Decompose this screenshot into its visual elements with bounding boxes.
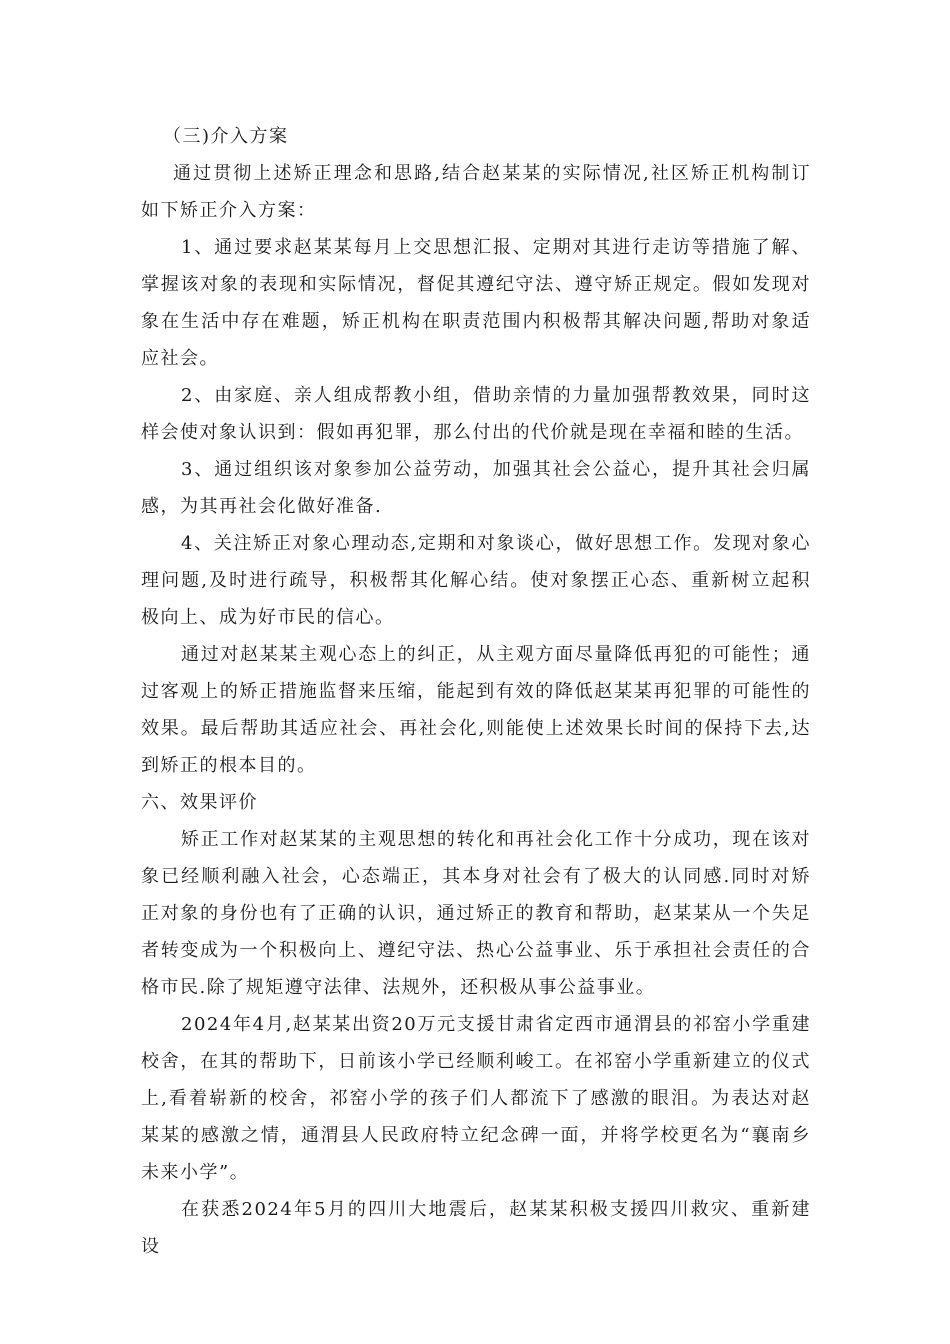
paragraph-evaluation-1: 矫正工作对赵某某的主观思想的转化和再社会化工作十分成功，现在该对象已经顺利融入社会，心态端正，其本身对社会有了极大的认同感.同时对矫正对象的身份也有了正确的认识，通过矫正的教育和帮助，赵某某从一个失足者转变成为一个积极向上、遵纪守法、热心公益事业、乐于承担社会责任的合格市民.除了规矩遵守法律、法规外，还积极从事公益事业。	[141, 829, 811, 998]
list-item-3: 3、通过组织该对象参加公益劳动，加强其社会公益心，提升其社会归属感，为其再社会化做好准备.	[141, 459, 811, 517]
section-heading-intervention: （三)介入方案	[163, 126, 289, 147]
paragraph-summary: 通过对赵某某主观心态上的纠正，从主观方面尽量降低再犯的可能性；通过客观上的矫正措施监督来压缩，能起到有效的降低赵某某再犯罪的可能性的效果。最后帮助其适应社会、再社会化,则能使上述效果长时间的保持下去,达到矫正的根本目的。	[141, 644, 811, 776]
document-body	[141, 118, 811, 1265]
paragraph-evaluation-2: 2024年4月,赵某某出资20万元支援甘肃省定西市通渭县的祁窑小学重建校舍，在其的帮助下，日前该小学已经顺利峻工。在祁窑小学重新建立的仪式上,看着崭新的校舍，祁窑小学的孩子们人都流下了感激的眼泪。为表达对赵某某的感激之情，通渭县人民政府特立纪念碑一面，并将学校更名为“襄南乡未来小学”。	[141, 1014, 811, 1183]
list-item-4: 4、关注矫正对象心理动态,定期和对象谈心，做好思想工作。发现对象心理问题,及时进行疏导，积极帮其化解心结。使对象摆正心态、重新树立起积极向上、成为好市民的信心。	[141, 533, 811, 628]
section-heading-evaluation: 六、效果评价	[141, 792, 258, 813]
paragraph-intro: 通过贯彻上述矫正理念和思路,结合赵某某的实际情况,社区矫正机构制订如下矫正介入方案：	[141, 163, 811, 221]
paragraph-evaluation-3: 在获悉2024年5月的四川大地震后，赵某某积极支援四川救灾、重新建设	[141, 1199, 811, 1257]
list-item-2: 2、由家庭、亲人组成帮教小组，借助亲情的力量加强帮教效果，同时这样会使对象认识到：假如再犯罪，那么付出的代价就是现在幸福和睦的生活。	[141, 385, 811, 443]
list-item-1: 1、通过要求赵某某每月上交思想汇报、定期对其进行走访等措施了解、掌握该对象的表现和实际情况，督促其遵纪守法、遵守矫正规定。假如发现对象在生活中存在难题，矫正机构在职责范围内积极帮其解决问题,帮助对象适应社会。	[141, 237, 811, 369]
